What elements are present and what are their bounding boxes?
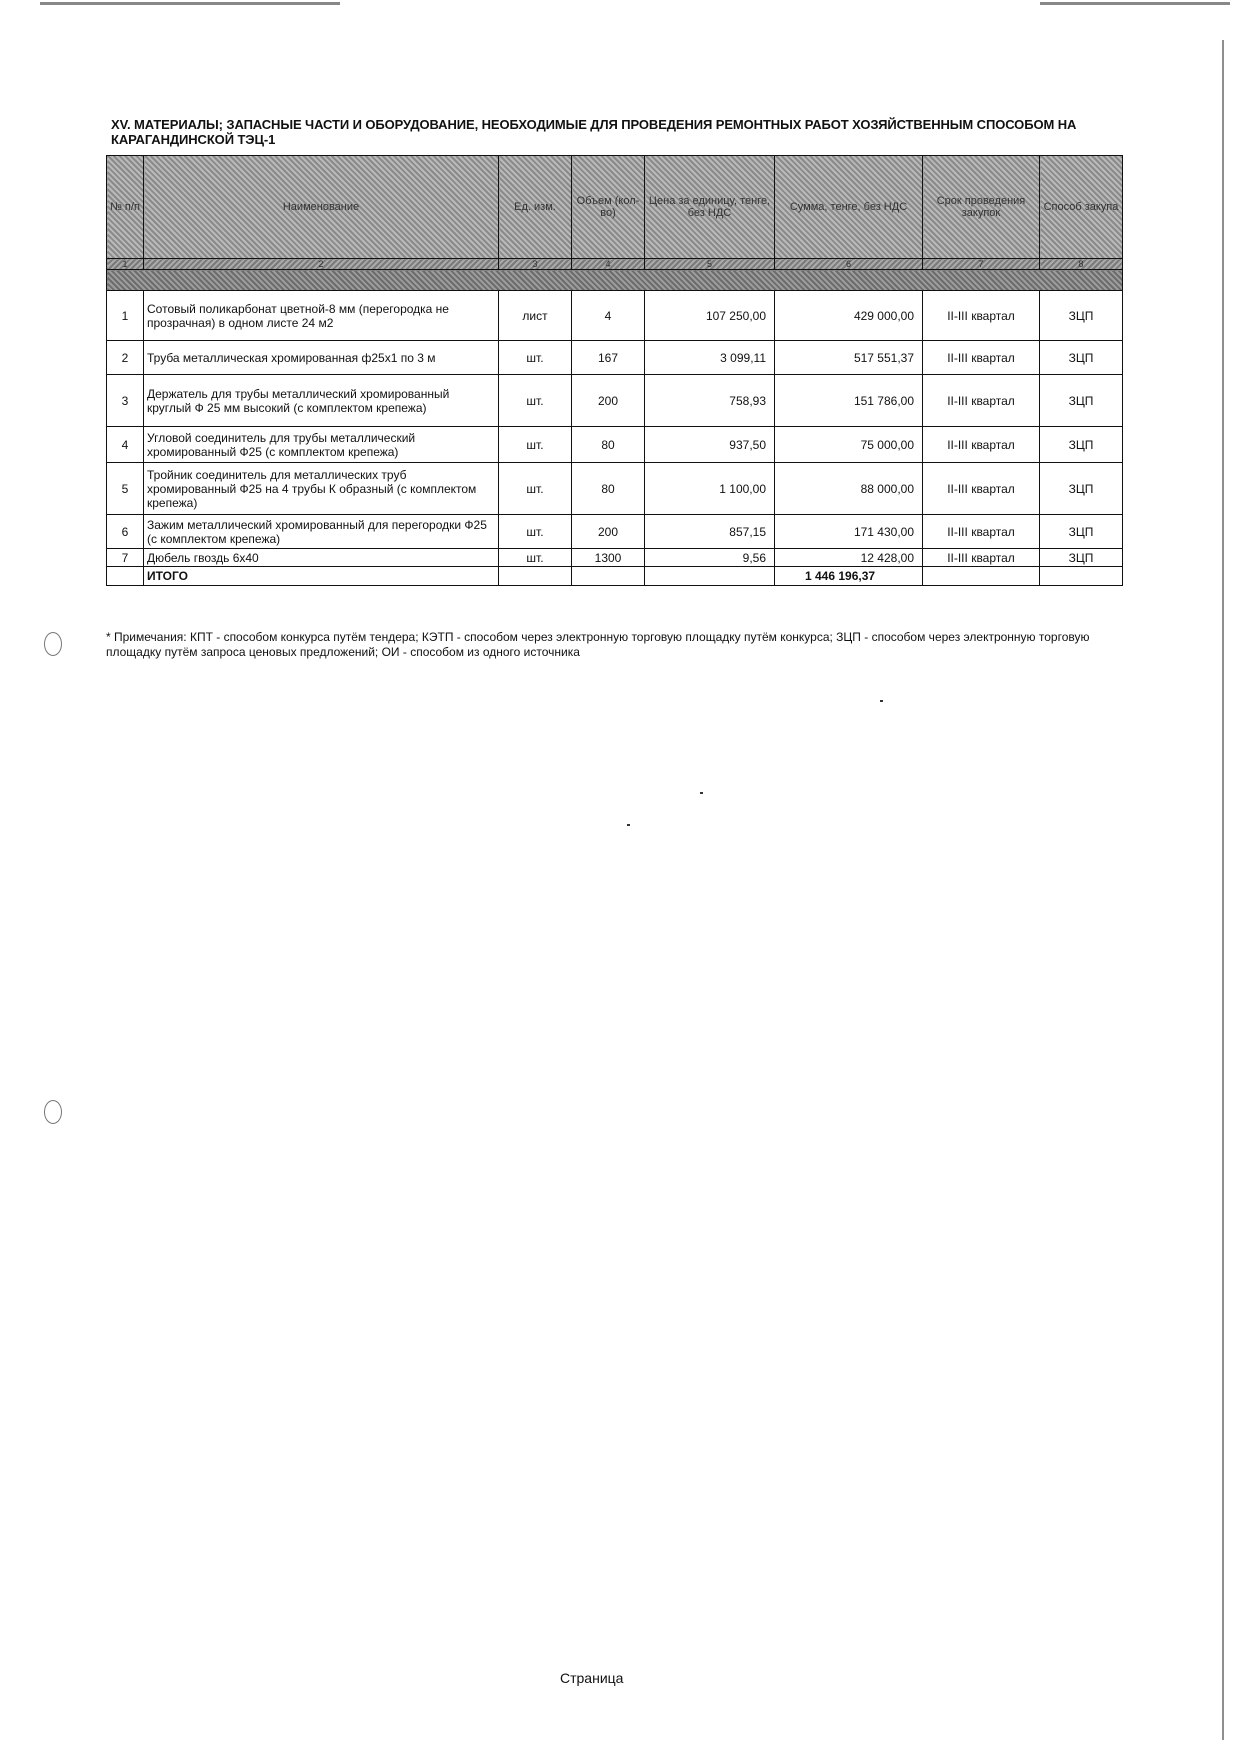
row-name: Дюбель гвоздь 6х40 (144, 549, 499, 567)
total-empty-unit (499, 567, 572, 586)
row-qty: 167 (572, 341, 645, 375)
row-price: 3 099,11 (645, 341, 775, 375)
row-sum: 75 000,00 (775, 427, 923, 463)
total-empty-num (107, 567, 144, 586)
row-qty: 200 (572, 515, 645, 549)
total-sum: 1 446 196,37 (775, 567, 923, 586)
row-num: 2 (107, 341, 144, 375)
scan-speck (880, 700, 883, 702)
table-row (107, 549, 1123, 567)
row-period: II-III квартал (923, 427, 1040, 463)
row-unit: шт. (499, 375, 572, 427)
header-name: Наименование (144, 156, 499, 259)
total-empty-price (645, 567, 775, 586)
footnote: * Примечания: КПТ - способом конкурса путём тендера; КЭТП - способом через электронную торговую площадку путём конкурса; ЗЦП - способом через электронную торговую площадку путём запроса ценовых предложений; ОИ - способом из одного источника (106, 630, 1090, 659)
row-method: ЗЦП (1040, 515, 1123, 549)
row-method: ЗЦП (1040, 341, 1123, 375)
column-number: 5 (645, 259, 775, 270)
punch-hole-mark (44, 1100, 62, 1124)
column-number: 4 (572, 259, 645, 270)
column-number: 7 (923, 259, 1040, 270)
row-price: 857,15 (645, 515, 775, 549)
row-price: 758,93 (645, 375, 775, 427)
row-name: Держатель для трубы металлический хромированный круглый Ф 25 мм высокий (с комплектом крепежа) (144, 375, 499, 427)
row-price: 937,50 (645, 427, 775, 463)
row-num: 3 (107, 375, 144, 427)
materials-table (106, 155, 1123, 586)
row-period: II-III квартал (923, 549, 1040, 567)
header-sum: Сумма, тенге, без НДС (775, 156, 923, 259)
row-unit: лист (499, 291, 572, 341)
row-method: ЗЦП (1040, 375, 1123, 427)
document-title: XV. МАТЕРИАЛЫ; ЗАПАСНЫЕ ЧАСТИ И ОБОРУДОВАНИЕ, НЕОБХОДИМЫЕ ДЛЯ ПРОВЕДЕНИЯ РЕМОНТНЫХ РАБОТ ХОЗЯЙСТВЕННЫМ СПОСОБОМ НА КАРАГАНДИНСКОЙ ТЭЦ-1 (111, 117, 1077, 147)
row-qty: 4 (572, 291, 645, 341)
row-num: 7 (107, 549, 144, 567)
header-num: № п/п (107, 156, 144, 259)
row-name: Зажим металлический хромированный для перегородки Ф25 (с комплектом крепежа) (144, 515, 499, 549)
row-name: Угловой соединитель для трубы металлический хромированный Ф25 (с комплектом крепежа) (144, 427, 499, 463)
row-num: 1 (107, 291, 144, 341)
row-qty: 200 (572, 375, 645, 427)
group-label (107, 270, 1123, 291)
row-method: ЗЦП (1040, 549, 1123, 567)
row-sum: 517 551,37 (775, 341, 923, 375)
total-empty-qty (572, 567, 645, 586)
row-sum: 171 430,00 (775, 515, 923, 549)
total-empty-method (1040, 567, 1123, 586)
column-number: 1 (107, 259, 144, 270)
row-qty: 80 (572, 463, 645, 515)
total-row (107, 567, 1123, 586)
punch-hole-mark (44, 632, 62, 656)
scan-edge-top-left (40, 2, 340, 5)
row-period: II-III квартал (923, 515, 1040, 549)
row-unit: шт. (499, 515, 572, 549)
row-unit: шт. (499, 549, 572, 567)
column-number: 3 (499, 259, 572, 270)
row-method: ЗЦП (1040, 463, 1123, 515)
header-period: Срок проведения закупок (923, 156, 1040, 259)
column-number-row (107, 259, 1123, 270)
table-header-row (107, 156, 1123, 259)
row-sum: 429 000,00 (775, 291, 923, 341)
row-qty: 1300 (572, 549, 645, 567)
row-num: 6 (107, 515, 144, 549)
column-number: 2 (144, 259, 499, 270)
row-sum: 88 000,00 (775, 463, 923, 515)
row-unit: шт. (499, 341, 572, 375)
row-unit: шт. (499, 427, 572, 463)
row-name: Сотовый поликарбонат цветной-8 мм (перегородка не прозрачная) в одном листе 24 м2 (144, 291, 499, 341)
row-price: 1 100,00 (645, 463, 775, 515)
row-num: 4 (107, 427, 144, 463)
column-number: 6 (775, 259, 923, 270)
table-row (107, 375, 1123, 427)
header-method: Способ закупа (1040, 156, 1123, 259)
table-row (107, 515, 1123, 549)
table-row (107, 427, 1123, 463)
table-row (107, 341, 1123, 375)
row-method: ЗЦП (1040, 427, 1123, 463)
row-qty: 80 (572, 427, 645, 463)
scan-edge-top-right (1040, 2, 1230, 5)
row-num: 5 (107, 463, 144, 515)
row-method: ЗЦП (1040, 291, 1123, 341)
row-period: II-III квартал (923, 463, 1040, 515)
row-period: II-III квартал (923, 375, 1040, 427)
table-row (107, 463, 1123, 515)
table-row (107, 291, 1123, 341)
row-period: II-III квартал (923, 341, 1040, 375)
page-footer-label: Страница (560, 1670, 624, 1686)
scan-speck (627, 824, 630, 826)
header-qty: Объем (кол-во) (572, 156, 645, 259)
row-name: Труба металлическая хромированная ф25х1 по 3 м (144, 341, 499, 375)
materials-table-wrapper (106, 155, 1122, 586)
row-sum: 151 786,00 (775, 375, 923, 427)
row-unit: шт. (499, 463, 572, 515)
total-label: ИТОГО (144, 567, 499, 586)
header-price: Цена за единицу, тенге, без НДС (645, 156, 775, 259)
row-name: Тройник соединитель для металлических труб хромированный Ф25 на 4 трубы К образный (с комплектом крепежа) (144, 463, 499, 515)
header-unit: Ед. изм. (499, 156, 572, 259)
scan-edge-right (1222, 40, 1224, 1740)
row-period: II-III квартал (923, 291, 1040, 341)
row-sum: 12 428,00 (775, 549, 923, 567)
row-price: 9,56 (645, 549, 775, 567)
group-row (107, 270, 1123, 291)
total-empty-period (923, 567, 1040, 586)
column-number: 8 (1040, 259, 1123, 270)
row-price: 107 250,00 (645, 291, 775, 341)
scan-speck (700, 792, 703, 794)
